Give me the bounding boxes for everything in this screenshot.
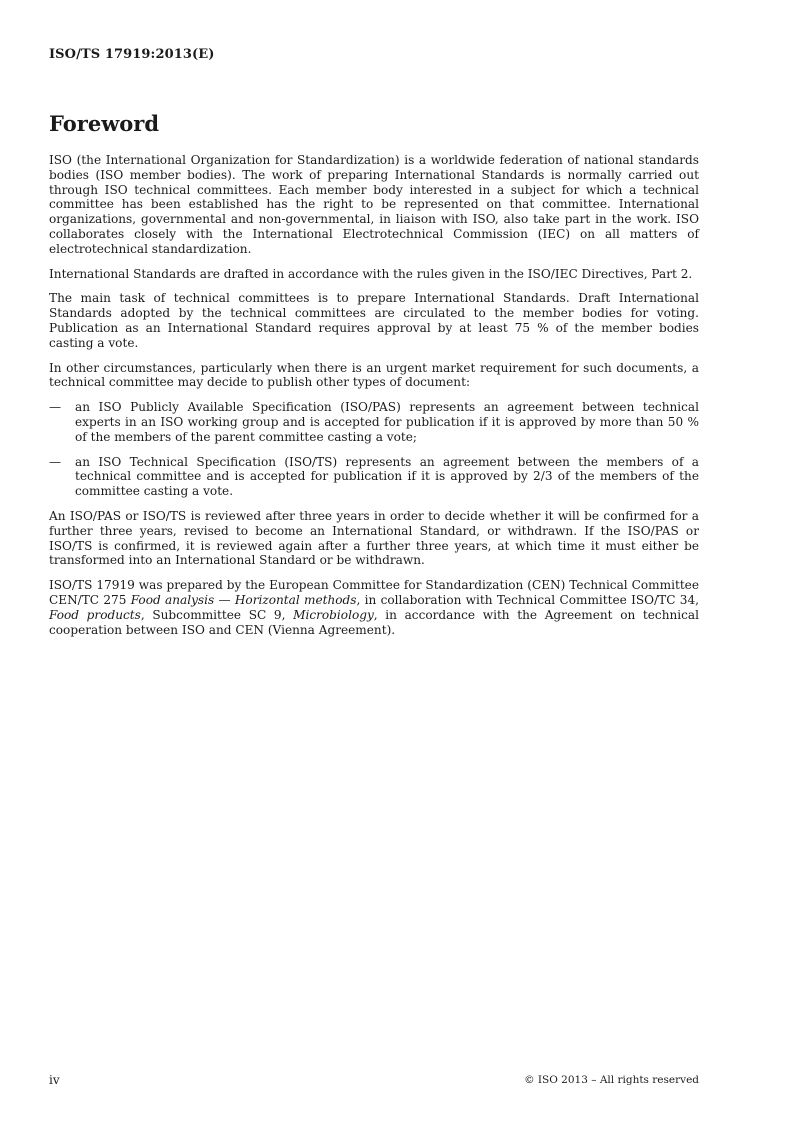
italic-committee-title: Food analysis — Horizontal methods xyxy=(130,592,357,607)
page-title: Foreword xyxy=(49,111,160,136)
text-segment: , Subcommittee SC 9, xyxy=(140,607,294,622)
list-item xyxy=(49,455,699,499)
paragraph-other-circumstances: In other circumstances, particularly when there is an urgent market requirement for such documents, a technical committee may decide to publish other types of document: xyxy=(49,360,699,390)
copyright-notice: © ISO 2013 – All rights reserved xyxy=(524,1074,699,1086)
list-item xyxy=(49,400,699,444)
paragraph-directives: International Standards are drafted in accordance with the rules given in the ISO/IEC Directives, Part 2. xyxy=(49,266,693,281)
paragraph-preparation xyxy=(49,578,699,637)
document-id: ISO/TS 17919:2013(E) xyxy=(49,47,215,62)
list-item-text-ts: an ISO Technical Specification (ISO/TS) represents an agreement between the members of a technical committee and is accepted for publication if it is approved by 2/3 of the members of the committee casting a vote. xyxy=(75,454,699,499)
italic-subcommittee-title: Microbiology xyxy=(293,607,374,622)
page-number: iv xyxy=(49,1073,60,1087)
paragraph-review: An ISO/PAS or ISO/TS is reviewed after three years in order to decide whether it will be confirmed for a further three years, revised to become an International Standard, or withdrawn. If the ISO/PAS or ISO/TS is confirmed, it is reviewed again after a further three years, at which time it must either be transformed into an International Standard or be withdrawn. xyxy=(49,508,699,568)
dash-marker: — xyxy=(49,400,62,415)
foreword-body xyxy=(49,153,699,647)
paragraph-main-task: The main task of technical committees is to prepare International Standards. Draft International Standards adopted by the technical committees are circulated to the member bodies for voting. Publication as an International Standard requires approval by at least 75 % of the member bodies casting a vote. xyxy=(49,291,699,350)
text-segment: ISO/TS 17919 was prepared by the European Committee for Standardization (CEN) Technical Committee CEN/TC 275 xyxy=(49,578,699,607)
text-segment: , in collaboration with Technical Committee ISO/TC 34, xyxy=(356,592,699,607)
list-item-text-pas: an ISO Publicly Available Specification (ISO/PAS) represents an agreement between technical experts in an ISO working group and is accepted for publication if it is approved by more than 50 % of the members of the parent committee casting a vote; xyxy=(75,400,699,444)
italic-committee-title: Food products xyxy=(49,607,141,622)
text-segment: , in accordance with the Agreement on technical cooperation between ISO and CEN (Vienna Agreement). xyxy=(49,607,699,637)
dash-marker: — xyxy=(49,454,62,469)
paragraph-iso-intro: ISO (the International Organization for Standardization) is a worldwide federation of national standards bodies (ISO member bodies). The work of preparing International Standards is normally carried out through ISO technical committees. Each member body interested in a subject for which a technical committee has been established has the right to be represented on that committee. International organizations, governmental and non-governmental, in liaison with ISO, also take part in the work. ISO collaborates closely with the International Electrotechnical Commission (IEC) on all matters of electrotechnical standardization. xyxy=(49,153,699,256)
